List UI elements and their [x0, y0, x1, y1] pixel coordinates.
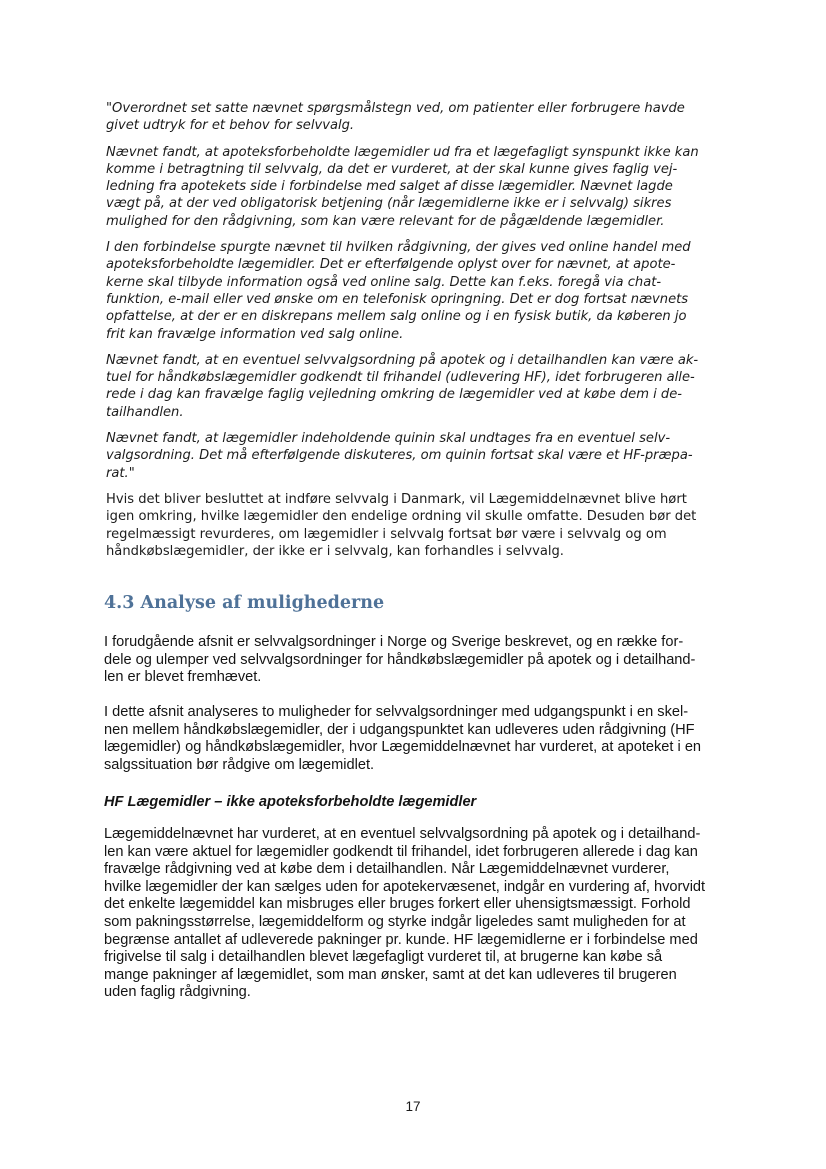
body-paragraph-3: [104, 826, 734, 1002]
quote-paragraph: Nævnet fandt, at lægemidler indeholdende quinin skal undtages fra en eventuel selv- valgsordning. Det må efterfølgende diskuteres, om quinin fortsat skal være et HF-præpa- rat.": [106, 431, 693, 481]
body-paragraph-1: [104, 634, 734, 687]
quote-paragraph: Nævnet fandt, at en eventuel selvvalgsordning på apotek og i detailhandlen kan være ak- tuel for håndkøbslægemidler godkendt til frihandel (udlevering HF), idet forbrugeren alle- rede i dag kan fravælge faglig vejledning omkring de lægemidler ved at købe dem i de- tailhandlen.: [106, 352, 699, 420]
subheading: HF Lægemidler – ikke apoteksforbeholdte lægemidler: [104, 794, 477, 810]
paragraph-text: Lægemiddelnævnet har vurderet, at en eventuel selvvalgsordning på apotek og i detailhand- len kan være aktuel for lægemidler godkendt til frihandel, idet forbrugeren allerede i dag kan fravælge rådgivning ved at købe dem i detailhandlen. Når Lægemiddelnævnet vurderer, hvilke lægemidler der kan sælges uden for apotekervæsenet, indgår en vurdering af, hvorvidt det enkelte lægemiddel kan misbruges eller bruges forkert eller uhensigtsmæssigt. Forhold som pakningsstørrelse, lægemiddelform og styrke indgår ligeledes samt muligheden for at begrænse antallet af udleverede pakninger pr. kunde. HF lægemidlerne er i forbindelse med frigivelse til salg i detailhandlen blevet lægefagligt vurderet til, at brugerne kan købe så mange pakninger af lægemidlet, som man ønsker, samt at det kan udleveres til brugeren uden faglig rådgivning.: [104, 826, 706, 1001]
page-number: 17: [405, 1099, 421, 1114]
quote-block: [106, 100, 734, 560]
after-quote-paragraph: Hvis det bliver besluttet at indføre selvvalg i Danmark, vil Lægemiddelnævnet blive hørt igen omkring, hvilke lægemidler den endelige ordning vil skulle omfatte. Desuden bør det regelmæssigt revurderes, om lægemidler i selvvalg fortsat bør være i selvvalg og om håndkøbslægemidler, der ikke er i selvvalg, kan forhandles i selvvalg.: [106, 491, 697, 559]
body-paragraph-2: [104, 704, 734, 774]
quote-paragraph: "Overordnet set satte nævnet spørgsmålstegn ved, om patienter eller forbrugere havde givet udtryk for et behov for selvvalg.: [106, 101, 685, 134]
quote-paragraph: I den forbindelse spurgte nævnet til hvilken rådgivning, der gives ved online handel med apoteksforbeholdte lægemidler. Det er efterfølgende oplyst over for nævnet, at apote- kerne skal tilbyde information også ved online salg. Dette kan f.eks. foregå via chat- funktion, e-mail eller ved ønske om en telefonisk opringning. Det er dog fortsat nævnets opfattelse, at der er en diskrepans mellem salg online og i en fysisk butik, da køberen jo frit kan fravælge information ved salg online.: [106, 240, 691, 342]
paragraph-text: I forudgående afsnit er selvvalgsordninger i Norge og Sverige beskrevet, og en række for- dele og ulemper ved selvvalgsordninger for håndkøbslægemidler på apotek og i detailhand- len er blevet fremhævet.: [104, 634, 696, 686]
quote-paragraph: Nævnet fandt, at apoteksforbeholdte lægemidler ud fra et lægefagligt synspunkt ikke kan komme i betragtning til selvvalg, da det er vurderet, at der skal kunne gives faglig vej- ledning fra apotekets side i forbindelse med salget af disse lægemidler. Nævnet lagde vægt på, at der ved obligatorisk betjening (når lægemidlerne ikke er i selvvalg) sikres mulighed for den rådgivning, som kan være relevant for de pågældende lægemidler.: [106, 144, 699, 229]
section-heading: 4.3 Analyse af mulighederne: [104, 593, 385, 613]
paragraph-text: I dette afsnit analyseres to muligheder for selvvalgsordninger med udgangspunkt i en skel- nen mellem håndkøbslægemidler, der i udgangspunktet kan udleveres uden rådgivning (HF lægemidler) og håndkøbslægemidler, hvor Lægemiddelnævnet har vurderet, at apoteket i en salgssituation bør rådgive om lægemidlet.: [104, 704, 702, 773]
